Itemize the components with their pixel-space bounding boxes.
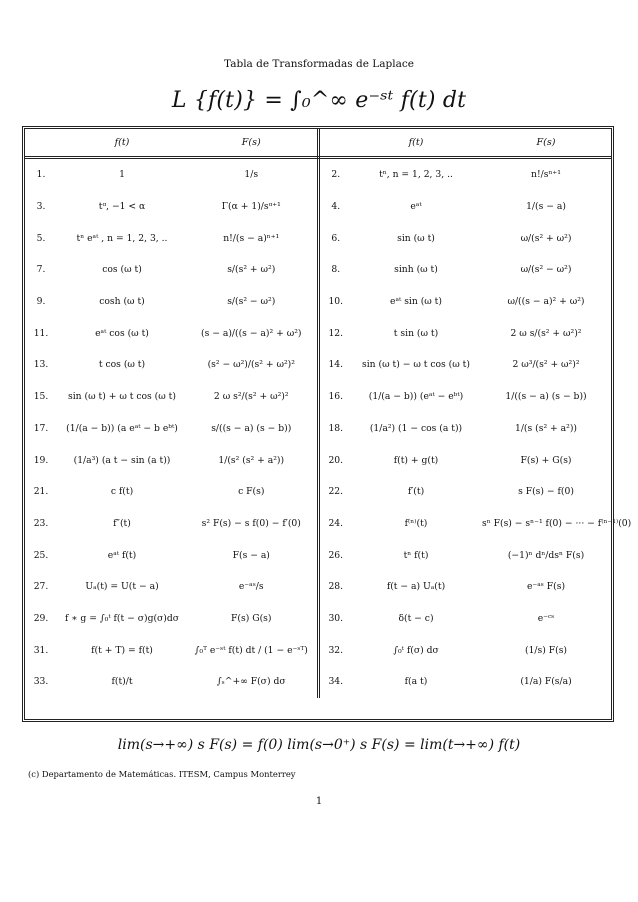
entry-number: 14. bbox=[328, 359, 344, 371]
page-title: Tabla de Transformadas de Laplace bbox=[224, 58, 414, 70]
transform: s F(s) − f(0) bbox=[518, 486, 574, 498]
table-row bbox=[24, 571, 612, 603]
transform: F(s − a) bbox=[186, 539, 318, 571]
time-function: (1/a²) (1 − cos (a t)) bbox=[369, 422, 463, 434]
transform: 1/(s² (s² + a²)) bbox=[186, 444, 318, 476]
transform: F(s) G(s) bbox=[186, 603, 318, 635]
entry-number: 20. bbox=[328, 454, 344, 466]
entry-number: 22. bbox=[328, 486, 344, 498]
time-function: eᵃᵗ cos (ω t) bbox=[95, 327, 149, 339]
time-function: c f(t) bbox=[110, 486, 134, 498]
table-row bbox=[24, 286, 612, 318]
entry-number: 5. bbox=[36, 232, 46, 244]
table-row bbox=[24, 634, 612, 666]
transform: (s − a)/((s − a)² + ω²) bbox=[186, 317, 318, 349]
entry-number: 30. bbox=[328, 612, 344, 624]
table-row bbox=[24, 666, 612, 698]
transform: ∫₀ᵀ e⁻ˢᵗ f(t) dt / (1 − e⁻ˢᵀ) bbox=[186, 634, 318, 666]
time-function: t cos (ω t) bbox=[98, 359, 146, 371]
entry-number: 13. bbox=[33, 359, 49, 371]
table-row bbox=[24, 413, 612, 445]
entry-number: 31. bbox=[33, 644, 49, 656]
table-row bbox=[24, 476, 612, 508]
time-function: tⁿ eᵃᵗ , n = 1, 2, 3, .. bbox=[76, 232, 168, 244]
time-function: sinh (ω t) bbox=[394, 264, 438, 276]
table-row bbox=[24, 317, 612, 349]
page-number: 1 bbox=[315, 796, 323, 807]
entry-number: 23. bbox=[33, 517, 49, 529]
transform: F(s) + G(s) bbox=[520, 454, 572, 466]
header-row bbox=[24, 128, 612, 158]
transform: ω/(s² − ω²) bbox=[520, 264, 572, 276]
F-header-right: F(s) bbox=[480, 128, 612, 158]
entry-number: 4. bbox=[331, 201, 341, 213]
num-header-right bbox=[318, 128, 352, 158]
transform: 1/((s − a) (s − b)) bbox=[505, 391, 587, 403]
transform: (−1)ⁿ dⁿ/dsⁿ F(s) bbox=[507, 549, 585, 561]
entry-number: 18. bbox=[328, 422, 344, 434]
time-function: Uₐ(t) = U(t − a) bbox=[85, 581, 159, 593]
table-row bbox=[24, 349, 612, 381]
time-function: tⁿ f(t) bbox=[403, 549, 429, 561]
entry-number: 27. bbox=[33, 581, 49, 593]
time-function: cosh (ω t) bbox=[99, 296, 145, 308]
table-row bbox=[24, 508, 612, 540]
transform: ω/((s − a)² + ω²) bbox=[507, 296, 585, 308]
table-row bbox=[24, 381, 612, 413]
transform: Γ(α + 1)/sᵅ⁺¹ bbox=[186, 191, 318, 223]
time-function: f ∗ g = ∫₀ᵗ f(t − σ)g(σ)dσ bbox=[64, 612, 180, 624]
table-row bbox=[24, 444, 612, 476]
transform: s/(s² + ω²) bbox=[186, 254, 318, 286]
entry-number: 19. bbox=[33, 454, 49, 466]
time-function: (1/a³) (a t − sin (a t)) bbox=[73, 454, 171, 466]
table-row bbox=[24, 222, 612, 254]
time-function: 1 bbox=[119, 169, 125, 181]
entry-number: 9. bbox=[36, 296, 46, 308]
transform: 1/(s − a) bbox=[526, 201, 566, 213]
time-function: eᵃᵗ f(t) bbox=[107, 549, 137, 561]
time-function: eᵃᵗ sin (ω t) bbox=[390, 296, 442, 308]
entry-number: 26. bbox=[328, 549, 344, 561]
entry-number: 25. bbox=[33, 549, 49, 561]
transform: s/((s − a) (s − b)) bbox=[186, 413, 318, 445]
transform: n!/(s − a)ⁿ⁺¹ bbox=[186, 222, 318, 254]
entry-number: 8. bbox=[331, 264, 341, 276]
transform: (1/s) F(s) bbox=[524, 644, 567, 656]
time-function: (1/(a − b)) (eᵃᵗ − eᵇᵗ) bbox=[368, 391, 464, 403]
time-function: f″(t) bbox=[113, 517, 131, 529]
entry-number: 11. bbox=[33, 327, 49, 339]
time-function: f′(t) bbox=[407, 486, 425, 498]
transform: 2 ω³/(s² + ω²)² bbox=[512, 359, 580, 371]
time-function: (1/(a − b)) (a eᵃᵗ − b eᵇᵗ) bbox=[66, 422, 178, 434]
time-function: f(t)/t bbox=[111, 676, 133, 688]
num-header-left bbox=[24, 128, 58, 158]
transform: ω/(s² + ω²) bbox=[520, 232, 572, 244]
time-function: sin (ω t) − ω t cos (ω t) bbox=[362, 359, 470, 371]
entry-number: 29. bbox=[33, 612, 49, 624]
copyright: (c) Departamento de Matemáticas. ITESM, Campus Monterrey bbox=[28, 769, 296, 779]
entry-number: 33. bbox=[33, 676, 49, 688]
transform: c F(s) bbox=[186, 476, 318, 508]
time-function: sin (ω t) bbox=[397, 232, 435, 244]
transform: 2 ω s²/(s² + ω²)² bbox=[186, 381, 318, 413]
table-row bbox=[24, 603, 612, 635]
entry-number: 12. bbox=[328, 327, 344, 339]
F-header-left: F(s) bbox=[186, 128, 318, 158]
time-function: δ(t − c) bbox=[398, 612, 434, 624]
entry-number: 15. bbox=[33, 391, 49, 403]
limit-theorems: lim(s→+∞) s F(s) = f(0) lim(s→0⁺) s F(s) = lim(t→+∞) f(t) bbox=[117, 737, 521, 753]
time-function: tᵅ, −1 < α bbox=[98, 201, 146, 213]
transform: s/(s² − ω²) bbox=[186, 286, 318, 318]
transform-table bbox=[24, 128, 632, 698]
table-row bbox=[24, 254, 612, 286]
entry-number: 21. bbox=[33, 486, 49, 498]
transform: 2 ω s/(s² + ω²)² bbox=[510, 327, 582, 339]
time-function: ∫₀ᵗ f(σ) dσ bbox=[393, 644, 439, 656]
table-row bbox=[24, 539, 612, 571]
transform: n!/sⁿ⁺¹ bbox=[531, 169, 561, 181]
f-header-left: f(t) bbox=[58, 128, 186, 158]
transform: e⁻ᶜˢ bbox=[537, 612, 555, 624]
entry-number: 6. bbox=[331, 232, 341, 244]
transform: 1/s bbox=[186, 158, 318, 191]
f-header-right: f(t) bbox=[352, 128, 480, 158]
time-function: f(t) + g(t) bbox=[393, 454, 439, 466]
entry-number: 28. bbox=[328, 581, 344, 593]
table-row bbox=[24, 158, 612, 191]
transform: (s² − ω²)/(s² + ω²)² bbox=[186, 349, 318, 381]
transform: s² F(s) − s f(0) − f′(0) bbox=[186, 508, 318, 540]
time-function: f(a t) bbox=[404, 676, 428, 688]
transform: e⁻ᵃˢ/s bbox=[186, 571, 318, 603]
entry-number: 16. bbox=[328, 391, 344, 403]
transform: ∫ₛ^+∞ F(σ) dσ bbox=[186, 666, 318, 698]
time-function: f(t + T) = f(t) bbox=[91, 644, 153, 656]
entry-number: 3. bbox=[36, 201, 46, 213]
time-function: t sin (ω t) bbox=[393, 327, 439, 339]
entry-number: 34. bbox=[328, 676, 344, 688]
time-function: cos (ω t) bbox=[102, 264, 142, 276]
transform: (1/a) F(s/a) bbox=[520, 676, 572, 688]
entry-number: 1. bbox=[36, 169, 46, 181]
laplace-definition: L {f(t)} = ∫₀^∞ e⁻ˢᵗ f(t) dt bbox=[171, 88, 467, 113]
time-function: f⁽ⁿ⁾(t) bbox=[404, 517, 428, 529]
transform: e⁻ᵃˢ F(s) bbox=[526, 581, 566, 593]
table-row bbox=[24, 191, 612, 223]
time-function: tⁿ, n = 1, 2, 3, .. bbox=[379, 169, 453, 181]
entry-number: 32. bbox=[328, 644, 344, 656]
entry-number: 24. bbox=[328, 517, 344, 529]
time-function: sin (ω t) + ω t cos (ω t) bbox=[68, 391, 176, 403]
transform: 1/(s (s² + a²)) bbox=[514, 422, 577, 434]
transform: sⁿ F(s) − sⁿ⁻¹ f(0) − ··· − f⁽ⁿ⁻¹⁾(0) bbox=[482, 517, 632, 529]
entry-number: 7. bbox=[36, 264, 46, 276]
time-function: eᵃᵗ bbox=[410, 201, 422, 213]
entry-number: 2. bbox=[331, 169, 341, 181]
entry-number: 17. bbox=[33, 422, 49, 434]
time-function: f(t − a) Uₐ(t) bbox=[386, 581, 446, 593]
entry-number: 10. bbox=[328, 296, 344, 308]
